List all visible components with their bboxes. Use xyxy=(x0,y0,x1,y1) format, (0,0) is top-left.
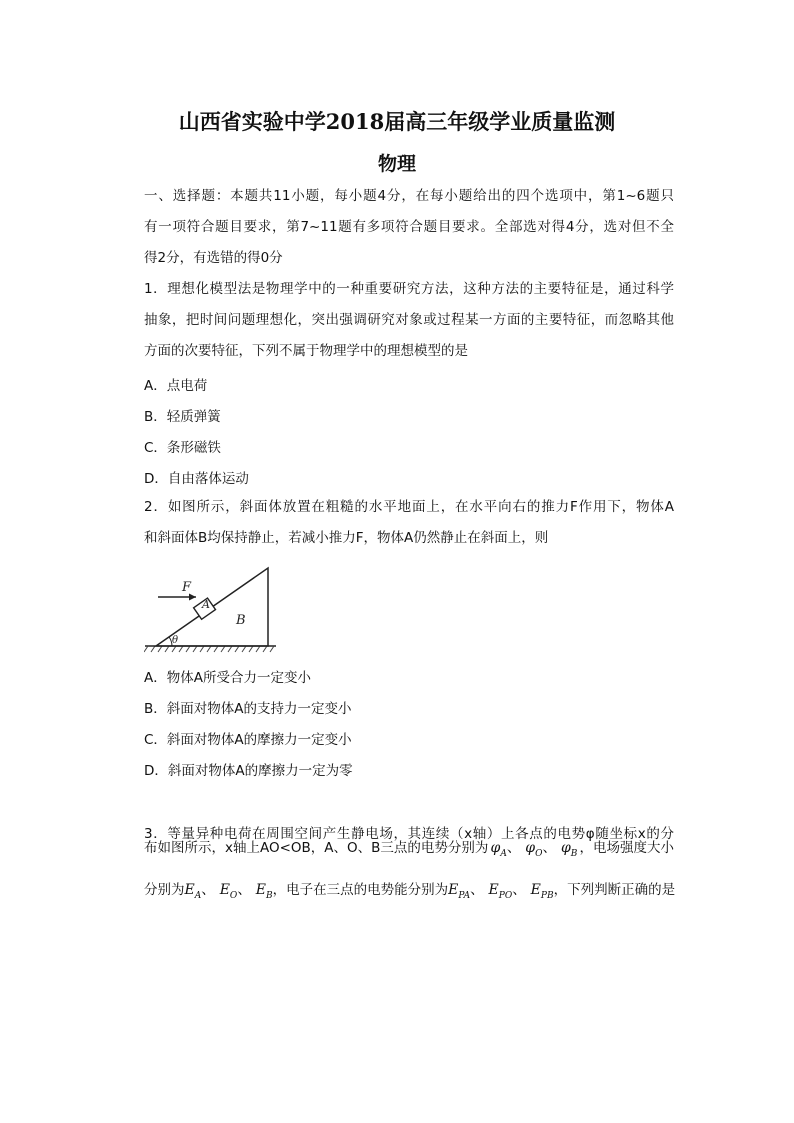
section1-instructions xyxy=(144,181,674,274)
phi-o-subscript: O xyxy=(535,848,543,859)
q1-line3: 方面的次要特征，下列不属于物理学中的理想模型的是 xyxy=(144,343,468,359)
q1-line2: 抽象，把时间问题理想化，突出强调研究对象或过程某一方面的主要特征，而忽略其他 xyxy=(144,312,674,328)
sep-2: 、 xyxy=(542,840,557,856)
ground-hatching xyxy=(144,646,274,652)
phi-b-symbol: φ xyxy=(560,840,571,856)
subject-title: 物理 xyxy=(377,153,416,175)
sep-3: 、 xyxy=(201,882,216,898)
sep-4: 、 xyxy=(237,882,252,898)
phi-a-symbol: φ xyxy=(490,840,501,856)
phi-a-subscript: A xyxy=(500,848,507,859)
q1-option-a: A．点电荷 xyxy=(144,378,208,394)
ep-o-subscript: PO xyxy=(498,890,513,901)
q2-option-c: C．斜面对物体A的摩擦力一定变小 xyxy=(144,732,352,748)
q3-line2-suffix: ，电场强度大小 xyxy=(579,840,674,856)
q1-line1: 1．理想化模型法是物理学中的一种重要研究方法，这种方法的主要特征是，通过科学 xyxy=(144,281,674,297)
e-a-subscript: A xyxy=(194,890,202,901)
e-o-symbol: E xyxy=(219,882,230,898)
wedge-b-label: B xyxy=(236,613,246,628)
section1-line1: 一、选择题：本题共11小题，每小题4分，在每小题给出的四个选项中，第1~6题只 xyxy=(144,188,674,204)
sep-1: 、 xyxy=(506,840,521,856)
exam-title: 山西省实验中学2018届高三年级学业质量监测 xyxy=(178,109,616,134)
force-label: F xyxy=(182,580,192,595)
e-o-subscript: O xyxy=(229,890,238,901)
q3-line3-prefix: 分别为 xyxy=(144,882,185,898)
q1-option-d: D．自由落体运动 xyxy=(144,471,249,487)
q3-field-strengths xyxy=(185,879,273,901)
e-b-symbol: E xyxy=(255,882,266,898)
incline-figure xyxy=(144,562,278,654)
q2-option-d: D．斜面对物体A的摩擦力一定为零 xyxy=(144,763,353,779)
sep-5: 、 xyxy=(470,882,485,898)
q1-option-c: C．条形磁铁 xyxy=(144,440,221,456)
q3-potential-energies xyxy=(448,879,553,901)
section1-line3: 得2分，有选错的得0分 xyxy=(144,250,283,266)
ep-o-symbol: E xyxy=(488,882,499,898)
sep-6: 、 xyxy=(512,882,527,898)
q3-line3-suffix: ，下列判断正确的是 xyxy=(553,882,676,898)
ep-b-subscript: PB xyxy=(540,890,554,901)
q3-line2 xyxy=(144,836,674,858)
q3-line2-prefix: 布如图所示，x轴上AO<OB，A、O、B三点的电势分别为 xyxy=(144,840,489,856)
e-a-symbol: E xyxy=(184,882,195,898)
ep-a-subscript: PA xyxy=(458,890,471,901)
question-2-stem xyxy=(144,492,674,554)
q2-option-a: A．物体A所受合力一定变小 xyxy=(144,670,311,686)
ep-b-symbol: E xyxy=(530,882,541,898)
question-1-stem xyxy=(144,274,674,367)
q3-line3 xyxy=(144,878,674,900)
phi-b-subscript: B xyxy=(570,848,578,859)
q3-line3-mid: ，电子在三点的电势能分别为 xyxy=(272,882,449,898)
e-b-subscript: B xyxy=(266,890,273,901)
q2-option-b: B．斜面对物体A的支持力一定变小 xyxy=(144,701,352,717)
phi-o-symbol: φ xyxy=(525,840,536,856)
q3-potentials xyxy=(491,837,578,859)
q2-line2: 和斜面体B均保持静止，若减小推力F，物体A仍然静止在斜面上，则 xyxy=(144,530,549,546)
section1-line2: 有一项符合题目要求，第7~11题有多项符合题目要求。全部选对得4分，选对但不全 xyxy=(144,219,674,235)
ep-a-symbol: E xyxy=(448,882,459,898)
q3-line1: 3．等量异种电荷在周围空间产生静电场，其连续（x轴）上各点的电势φ随坐标x的分 xyxy=(144,826,674,842)
angle-label: θ xyxy=(172,635,179,646)
q2-line1: 2．如图所示，斜面体放置在粗糙的水平地面上，在水平向右的推力F作用下，物体A xyxy=(144,499,674,515)
block-a-label: A xyxy=(202,598,210,611)
q1-option-b: B．轻质弹簧 xyxy=(144,409,221,425)
